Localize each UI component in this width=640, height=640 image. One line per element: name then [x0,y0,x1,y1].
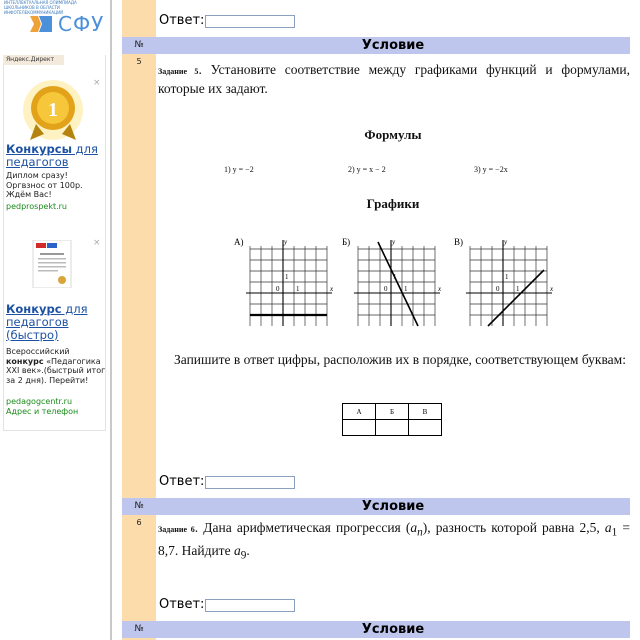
graph-c-y: y [504,238,508,246]
header-condition: Условие [361,622,425,637]
graph-a-x: x [330,285,334,293]
ad-2-title[interactable]: Конкурс для педагогов (быстро) [6,302,88,342]
graph-b-label: Б) [342,237,351,247]
header-number: № [134,40,144,50]
header-condition: Условие [361,38,425,53]
table-header [122,37,630,54]
graph-b-zero: 0 [384,285,388,293]
answer-input-4[interactable] [205,15,295,28]
graph-a-one-x: 1 [296,285,300,293]
task-6-text: Задание 6. Дана арифметическая прогрессия $(a_n)$, разность которой равна 2,5, $a_1 = 8,7$. Найдите $a_9$. [158,520,630,562]
answer-table-cell [343,420,376,436]
sfu-logo-icon [30,14,52,34]
ad-2-link[interactable]: pedagogcentr.ru [6,397,73,406]
answer-label: Ответ: [159,597,205,612]
graph-c-one-x: 1 [516,285,520,293]
graph-b-y: y [392,238,396,246]
diploma-icon[interactable] [28,240,76,288]
graph-b [340,234,450,328]
header-number: № [134,624,144,634]
formula-1: 1) y = −2 [224,165,254,174]
number-column [122,0,156,640]
graph-a-one: 1 [285,273,289,281]
answer-table [342,403,442,436]
gold-medal-icon[interactable] [22,78,84,142]
formulas-title: Формулы [364,127,422,142]
formula-3: 3) y = −2x [474,165,508,174]
close-icon[interactable]: × [93,238,101,248]
task-number: 6 [136,518,142,527]
answer-table-header: Б [376,404,409,420]
task-number: 5 [136,57,142,66]
answer-input-5[interactable] [205,476,295,489]
ad-1-text: Диплом сразу! Оргвзнос от 100р. Ждём Вас! [6,171,83,199]
answer-label: Ответ: [159,474,205,489]
answer-table-cell [376,420,409,436]
table-header [122,498,630,515]
answer-table-cell [409,420,442,436]
task-5-instruction: Запишите в ответ цифры, расположив их в порядке, соответствующем буквам: [174,352,626,367]
formula-2: 2) y = x − 2 [348,165,386,174]
graph-a [232,234,342,328]
sidebar-divider [110,0,112,640]
answer-label: Ответ: [159,13,205,28]
graph-c-zero: 0 [496,285,500,293]
answer-table-header: А [343,404,376,420]
sidebar [0,0,108,640]
graph-c [452,234,562,328]
graph-b-one: 1 [393,273,397,281]
table-header [122,621,630,638]
graph-b-x: x [438,285,442,293]
graph-a-zero: 0 [276,285,280,293]
graphs-title: Графики [366,196,420,211]
ad-2-text: Всероссийский конкурс «Педагогика XXI век».(быстрый итог за 2 дня). Перейти! [6,347,106,385]
graph-a-label: А) [234,237,244,247]
task-5-text: Задание 5. Установите соответствие между графиками функций и формулами, которые их задают. [158,62,630,96]
ad-2-address-link[interactable]: Адрес и телефон [6,407,79,416]
close-icon[interactable]: × [93,78,101,88]
graph-b-one-x: 1 [404,285,408,293]
answer-table-header: В [409,404,442,420]
logo-caption: ИНТЕЛЛЕКТУАЛЬНАЯ ОЛИМПИАДА ШКОЛЬНИКОВ В ОБЛАСТИ ИНФОТЕЛЕКОММУНИКАЦИЙ [4,0,77,15]
yandex-direct-label[interactable]: Яндекс.Директ [3,55,64,65]
ad-1-title[interactable]: Конкурсы для педагогов [6,142,98,169]
graph-c-x: x [550,285,554,293]
header-number: № [134,501,144,511]
graph-a-y: y [284,238,288,246]
graph-c-one: 1 [505,273,509,281]
graph-c-label: В) [454,237,463,247]
svg-text:1: 1 [48,99,58,121]
answer-input-6[interactable] [205,599,295,612]
header-condition: Условие [361,499,425,514]
ad-1-link[interactable]: pedprospekt.ru [6,202,68,211]
logo-text: СФУ [58,12,105,36]
